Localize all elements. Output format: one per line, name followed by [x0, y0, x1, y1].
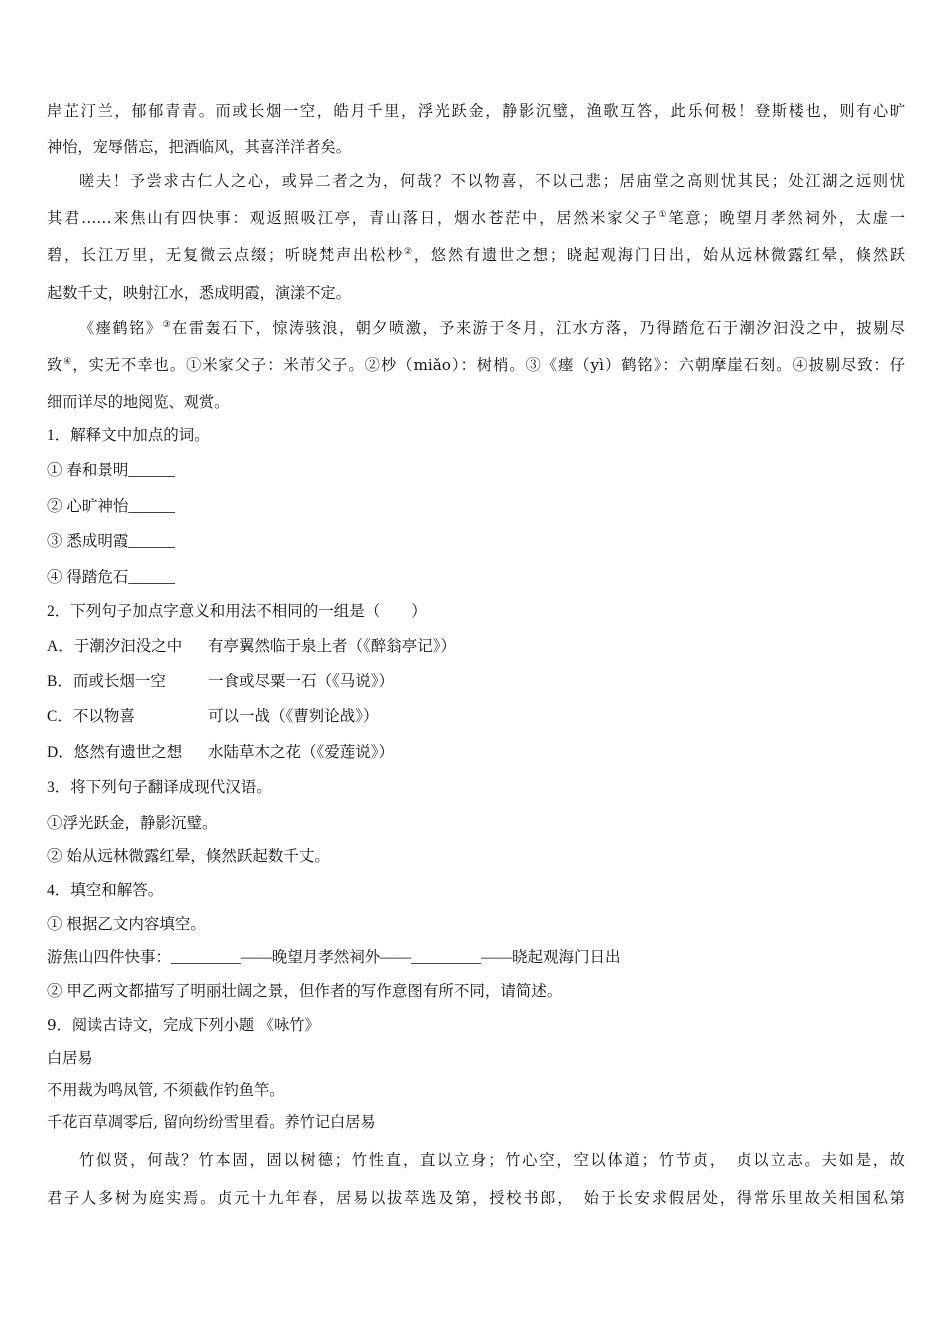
question-1-item: ① 春和景明______: [47, 462, 175, 479]
question-3-item: ①浮光跃金，静影沉璧。: [47, 815, 218, 832]
option-right: 可以一战（《曹刿论战》）: [208, 708, 379, 725]
passage-line: [47, 244, 905, 266]
question-2: 2．下列句子加点字意义和用法不相同的一组是（ ）: [47, 603, 427, 620]
question-3-item: ② 始从远林微露红晕，倏然跃起数千丈。: [47, 848, 330, 865]
passage-text: 其君……来焦山有四快事：观返照吸江亭，青山落日，烟水苍茫中，居然米家父子: [47, 209, 659, 227]
question-1: 1．解释文中加点的词。: [47, 427, 210, 444]
footnote-mark: ③: [162, 319, 173, 330]
passage-line: [47, 354, 905, 376]
option-right: 水陆草木之花（《爱莲说》）: [208, 744, 395, 761]
question-4-item: ① 根据乙文内容填空。: [47, 916, 206, 933]
passage-line: [47, 207, 905, 229]
option-left: A．于潮汐汩没之中: [47, 638, 183, 655]
question-3: 3．将下列句子翻译成现代汉语。: [47, 779, 272, 796]
question-2-option: [47, 742, 394, 764]
question-4-item: ② 甲乙两文都描写了明丽壮阔之景，但作者的写作意图有所不同，请简述。: [47, 983, 563, 1000]
passage-line: 岸芷汀兰，郁郁青青。而或长烟一空，皓月千里，浮光跃金，静影沉璧，渔歌互答，此乐何极！登斯楼也，则有心旷: [47, 102, 905, 120]
footnote-mark: ②: [403, 246, 414, 257]
passage-line: [47, 317, 905, 339]
option-right: 有亭翼然临于泉上者（《醉翁亭记》）: [208, 638, 457, 655]
passage-line: 神怡，宠辱偕忘，把酒临风，其喜洋洋者矣。: [47, 138, 351, 156]
prose-line: 君子人多树为庭实焉。贞元十九年春，居易以拔萃选及第，授校书郎， 始于长安求假居处，得常乐里故关相国私第: [47, 1189, 905, 1207]
footnote-mark: ④: [63, 356, 73, 367]
passage-text: 致: [47, 356, 64, 374]
poem-line: 不用裁为鸣凤管, 不须截作钓鱼竿。: [47, 1081, 285, 1099]
question-4: 4．填空和解答。: [47, 882, 164, 899]
question-2-option: [47, 671, 394, 693]
question-4-fill: 游焦山四件快事：_________——晚望月孝然祠外——_________——晓起观海门日出: [47, 949, 621, 966]
option-left: C．不以物喜: [47, 708, 135, 725]
passage-text: ，悠然有遗世之想；晓起观海门日出，始从远林微露红晕，倏然跃: [413, 246, 906, 264]
passage-line: 起数千丈，映射江水，悉成明霞，演漾不定。: [47, 284, 351, 302]
passage-text: 碧，长江万里，无复微云点缀；听晓梵声出松杪: [47, 246, 404, 264]
passage-line: 嗟夫！予尝求古仁人之心，或异二者之为，何哉？不以物喜，不以己悲；居庙堂之高则忧其民；处江湖之远则忧: [79, 172, 905, 190]
question-2-option: [47, 636, 456, 658]
question-1-item: ③ 悉成明霞______: [47, 533, 175, 550]
passage-text: ，实无不幸也。①米家父子：米芾父子。②杪（miǎo）：树梢。③《瘗（yì）鹤铭》：六朝摩崖石刻。④披剔尽致：仔: [72, 356, 905, 374]
option-left: D．悠然有遗世之想: [47, 744, 183, 761]
prose-line: 竹似贤，何哉？竹本固，固以树德；竹性直，直以立身；竹心空，空以体道；竹节贞， 贞以立志。夫如是，故: [79, 1151, 905, 1169]
question-2-option: [47, 706, 379, 728]
poem-author: 白居易: [47, 1049, 93, 1067]
question-1-item: ④ 得踏危石______: [47, 569, 175, 586]
option-left: B．而或长烟一空: [47, 673, 166, 690]
question-9-heading: 9．阅读古诗文，完成下列小题 《咏竹》: [47, 1016, 320, 1034]
passage-text: 《瘗鹤铭》: [79, 319, 163, 337]
passage-text: 在雷轰石下，惊涛骇浪，朝夕喷激，予来游于冬月，江水方落，乃得踏危石于潮汐汩没之中，披剔尽: [172, 319, 906, 337]
option-right: 一食或尽粟一石（《马说》）: [208, 673, 395, 690]
poem-line: 千花百草凋零后, 留向纷纷雪里看。养竹记白居易: [47, 1113, 376, 1131]
question-1-item: ② 心旷神怡______: [47, 498, 175, 515]
footnote-mark: ①: [658, 209, 669, 220]
passage-line: 细而详尽的地阅览、观赏。: [47, 393, 230, 411]
passage-text: 笔意；晚望月孝然祠外，太虚一: [668, 209, 906, 227]
